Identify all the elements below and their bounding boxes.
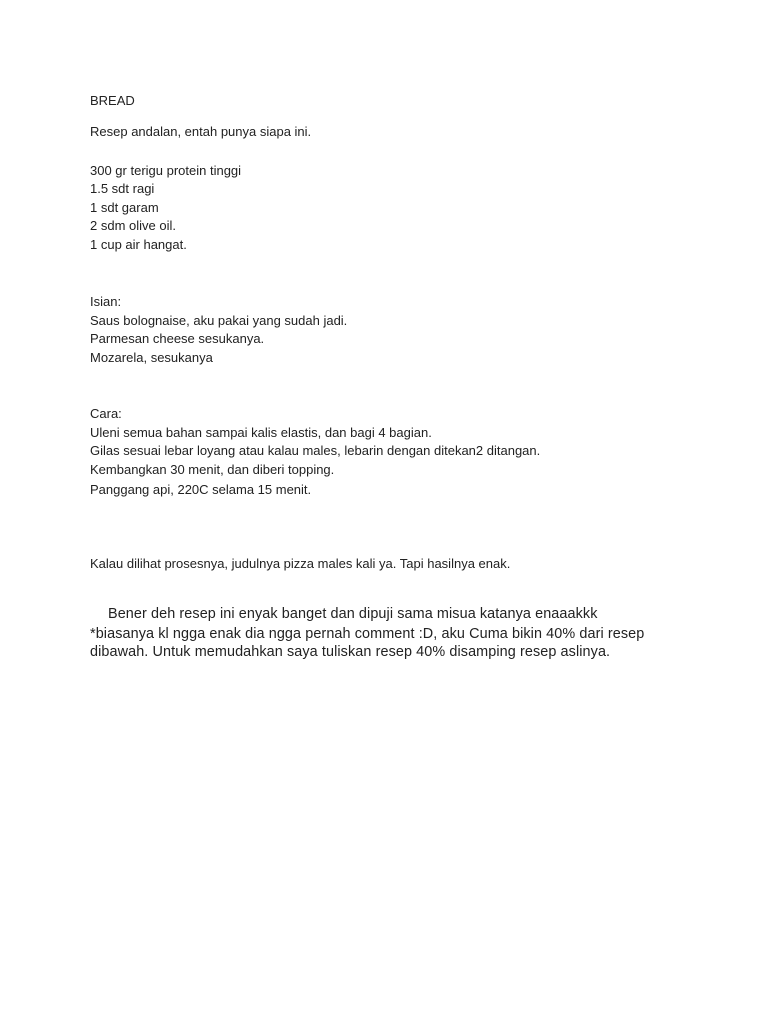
note-line: *biasanya kl ngga enak dia ngga pernah comment :D, aku Cuma bikin 40% dari resep [90, 626, 645, 642]
note-line: dibawah. Untuk memudahkan saya tuliskan resep 40% disamping resep aslinya. [90, 644, 611, 660]
filling-item: Saus bolognaise, aku pakai yang sudah jadi. [90, 313, 348, 328]
ingredient-item: 2 sdm olive oil. [90, 218, 176, 233]
ingredient-item: 1.5 sdt ragi [90, 181, 155, 196]
ingredient-item: 1 sdt garam [90, 200, 159, 215]
filling-item: Mozarela, sesukanya [90, 350, 213, 365]
filling-item: Parmesan cheese sesukanya. [90, 331, 265, 346]
document-title: BREAD [90, 93, 135, 108]
remark-text: Kalau dilihat prosesnya, judulnya pizza males kali ya. Tapi hasilnya enak. [90, 556, 511, 571]
filling-heading: Isian: [90, 294, 122, 309]
ingredient-item: 1 cup air hangat. [90, 237, 187, 252]
note-line: Bener deh resep ini enyak banget dan dipuji sama misua katanya enaaakkk [108, 606, 598, 622]
ingredient-item: 300 gr terigu protein tinggi [90, 163, 242, 178]
method-step: Gilas sesuai lebar loyang atau kalau males, lebarin dengan ditekan2 ditangan. [90, 443, 541, 458]
method-step: Kembangkan 30 menit, dan diberi topping. [90, 462, 335, 477]
method-step: Uleni semua bahan sampai kalis elastis, dan bagi 4 bagian. [90, 425, 432, 440]
intro-text: Resep andalan, entah punya siapa ini. [90, 124, 312, 139]
method-step: Panggang api, 220C selama 15 menit. [90, 482, 312, 497]
method-heading: Cara: [90, 406, 122, 421]
